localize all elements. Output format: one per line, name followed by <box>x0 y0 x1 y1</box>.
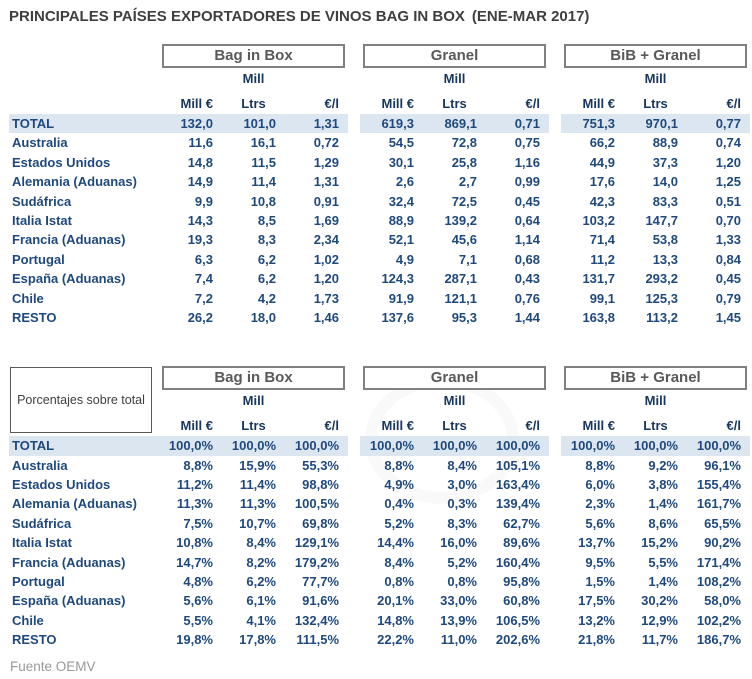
value-cell: 14,8 <box>187 154 213 170</box>
column-header: Ltrs <box>442 96 467 111</box>
value-cell: 6,1% <box>246 593 276 609</box>
column-header: Mill € <box>582 418 615 434</box>
row-label: Francia (Aduanas) <box>12 232 126 248</box>
value-cell: 30,1 <box>388 154 414 170</box>
value-cell: 32,4 <box>388 193 414 209</box>
value-cell: 95,3 <box>451 309 477 325</box>
value-cell: 13,7% <box>578 535 615 551</box>
value-cell: 11,2 <box>590 251 615 267</box>
value-cell: 1,33 <box>715 232 741 248</box>
value-cell: 60,8% <box>503 593 540 609</box>
value-cell: 13,9% <box>440 612 477 628</box>
value-cell: 89,6% <box>503 535 540 551</box>
row-label: Sudáfrica <box>12 515 72 531</box>
value-cell: 3,8% <box>648 477 678 493</box>
table-absolute-values <box>9 43 750 327</box>
column-header: €/l <box>726 418 741 434</box>
value-cell: 6,2 <box>257 251 276 267</box>
value-cell: 2,7 <box>458 174 477 190</box>
value-cell: 14,7% <box>176 554 213 570</box>
value-cell: 7,1 <box>458 251 477 267</box>
value-cell: 17,8% <box>239 632 276 648</box>
column-header: Mill € <box>381 418 414 434</box>
column-group-header: Granel <box>363 44 546 68</box>
row-label: Chile <box>12 290 44 306</box>
value-cell: 100,0% <box>561 436 624 455</box>
value-cell: 0,68 <box>514 251 540 267</box>
value-cell: 0,70 <box>715 212 741 228</box>
value-cell: 100,0% <box>360 436 423 455</box>
value-cell: 83,3 <box>652 193 678 209</box>
value-cell: 26,2 <box>187 309 213 325</box>
value-cell: 121,1 <box>444 290 477 306</box>
value-cell: 1,4% <box>648 496 678 512</box>
value-cell: 8,8% <box>585 457 615 473</box>
value-cell: 14,3 <box>187 212 213 228</box>
value-cell: 6,2 <box>257 271 276 287</box>
value-cell: 11,6 <box>188 135 213 151</box>
value-cell: 72,8 <box>451 135 477 151</box>
value-cell: 108,2% <box>696 574 741 590</box>
value-cell: 21,8% <box>578 632 615 648</box>
value-cell: 91,9 <box>388 290 414 306</box>
value-cell: 1,20 <box>715 154 741 170</box>
value-cell: 8,8% <box>384 457 414 473</box>
value-cell: 100,0% <box>624 436 687 455</box>
value-cell: 15,9% <box>239 457 276 473</box>
value-cell: 14,4% <box>377 535 414 551</box>
column-group-header: Bag in Box <box>162 44 345 68</box>
unit-label-mill: Mill <box>242 71 265 86</box>
value-cell: 7,5% <box>183 515 213 531</box>
column-header: €/l <box>324 418 339 434</box>
row-label: Alemania (Aduanas) <box>12 174 137 190</box>
unit-label-mill: Mill <box>443 71 466 86</box>
column-header: Ltrs <box>643 418 668 434</box>
value-cell: 0,91 <box>313 193 339 209</box>
value-cell: 19,8% <box>176 632 213 648</box>
value-cell: 139,2 <box>444 212 477 228</box>
table-corner-label: Porcentajes sobre total <box>10 367 152 433</box>
value-cell: 6,3 <box>194 251 213 267</box>
column-header: Ltrs <box>241 96 266 111</box>
value-cell: 37,3 <box>652 154 678 170</box>
value-cell: 131,7 <box>582 271 615 287</box>
value-cell: 0,99 <box>514 174 540 190</box>
unit-label-mill: Mill <box>644 71 667 86</box>
value-cell: 2,34 <box>313 232 339 248</box>
column-group-header: Granel <box>363 366 546 390</box>
value-cell: 1,16 <box>514 154 540 170</box>
value-cell: 69,8% <box>302 515 339 531</box>
value-cell: 88,9 <box>652 135 678 151</box>
value-cell: 10,7% <box>239 515 276 531</box>
value-cell: 13,3 <box>652 251 678 267</box>
value-cell: 0,8% <box>384 574 414 590</box>
row-label: TOTAL <box>9 436 159 455</box>
row-label: Chile <box>12 612 44 628</box>
value-cell: 0,77 <box>687 114 750 133</box>
value-cell: 1,14 <box>514 232 540 248</box>
value-cell: 22,2% <box>377 632 414 648</box>
value-cell: 1,25 <box>715 174 741 190</box>
value-cell: 53,8 <box>652 232 678 248</box>
row-label: RESTO <box>12 632 57 648</box>
value-cell: 7,4 <box>194 271 213 287</box>
value-cell: 71,4 <box>589 232 615 248</box>
row-label: RESTO <box>12 309 57 325</box>
value-cell: 10,8% <box>176 535 213 551</box>
value-cell: 124,3 <box>381 271 414 287</box>
value-cell: 72,5 <box>451 193 477 209</box>
value-cell: 11,3% <box>239 496 276 512</box>
column-header: Ltrs <box>643 96 668 111</box>
value-cell: 5,2% <box>384 515 414 531</box>
value-cell: 25,8 <box>451 154 477 170</box>
column-header: €/l <box>726 96 741 111</box>
row-label: Francia (Aduanas) <box>12 554 126 570</box>
value-cell: 137,6 <box>381 309 414 325</box>
column-header: €/l <box>525 96 540 111</box>
value-cell: 751,3 <box>561 114 624 133</box>
value-cell: 16,0% <box>440 535 477 551</box>
value-cell: 30,2% <box>641 593 678 609</box>
row-label: España (Aduanas) <box>12 271 126 287</box>
value-cell: 14,0 <box>652 174 678 190</box>
value-cell: 186,7% <box>696 632 741 648</box>
value-cell: 45,6 <box>451 232 477 248</box>
column-header: Mill € <box>582 96 615 111</box>
value-cell: 155,4% <box>696 477 741 493</box>
value-cell: 179,2% <box>294 554 339 570</box>
value-cell: 33,0% <box>440 593 477 609</box>
column-header: Mill € <box>180 418 213 434</box>
value-cell: 869,1 <box>423 114 486 133</box>
value-cell: 99,1 <box>589 290 615 306</box>
value-cell: 17,6 <box>589 174 615 190</box>
value-cell: 0,43 <box>514 271 540 287</box>
row-label: Italia Istat <box>12 535 72 551</box>
value-cell: 4,9% <box>384 477 414 493</box>
unit-label-mill: Mill <box>242 393 265 409</box>
row-label: Sudáfrica <box>12 193 72 209</box>
value-cell: 88,9 <box>388 212 414 228</box>
value-cell: 95,8% <box>503 574 540 590</box>
value-cell: 111,5% <box>296 632 339 648</box>
value-cell: 0,45 <box>514 193 540 209</box>
source-note: Fuente OEMV <box>10 658 96 674</box>
value-cell: 11,0% <box>440 632 477 648</box>
value-cell: 8,3 <box>257 232 276 248</box>
value-cell: 1,20 <box>313 271 339 287</box>
row-label: TOTAL <box>9 114 159 133</box>
value-cell: 10,8 <box>250 193 276 209</box>
value-cell: 98,8% <box>302 477 339 493</box>
value-cell: 11,4 <box>251 174 276 190</box>
value-cell: 91,6% <box>302 593 339 609</box>
value-cell: 18,0 <box>250 309 276 325</box>
value-cell: 1,46 <box>313 309 339 325</box>
value-cell: 103,2 <box>582 212 615 228</box>
value-cell: 8,4% <box>384 554 414 570</box>
value-cell: 125,3 <box>645 290 678 306</box>
value-cell: 5,2% <box>447 554 477 570</box>
value-cell: 11,2% <box>176 477 213 493</box>
value-cell: 101,0 <box>222 114 285 133</box>
value-cell: 5,6% <box>585 515 615 531</box>
value-cell: 0,64 <box>514 212 540 228</box>
value-cell: 4,1% <box>246 612 276 628</box>
value-cell: 11,5 <box>251 154 276 170</box>
table-percentages <box>9 365 750 649</box>
value-cell: 9,2% <box>648 457 678 473</box>
value-cell: 102,2% <box>696 612 741 628</box>
column-header: €/l <box>324 96 339 111</box>
value-cell: 113,2 <box>646 309 678 325</box>
value-cell: 2,3% <box>585 496 615 512</box>
value-cell: 132,0 <box>159 114 222 133</box>
value-cell: 163,8 <box>582 309 615 325</box>
value-cell: 9,9 <box>194 193 213 209</box>
value-cell: 55,3% <box>302 457 339 473</box>
value-cell: 8,4% <box>246 535 276 551</box>
value-cell: 100,5% <box>294 496 339 512</box>
value-cell: 160,4% <box>495 554 540 570</box>
value-cell: 16,1 <box>250 135 276 151</box>
title-period: (ENE-MAR 2017) <box>471 8 590 25</box>
value-cell: 1,44 <box>514 309 540 325</box>
column-header: Ltrs <box>241 418 266 434</box>
value-cell: 1,29 <box>313 154 339 170</box>
value-cell: 2,6 <box>395 174 414 190</box>
value-cell: 20,1% <box>377 593 414 609</box>
value-cell: 100,0% <box>285 436 348 455</box>
value-cell: 96,1% <box>704 457 741 473</box>
value-cell: 161,7% <box>696 496 741 512</box>
value-cell: 0,72 <box>313 135 339 151</box>
value-cell: 0,4% <box>384 496 414 512</box>
value-cell: 147,7 <box>645 212 678 228</box>
value-cell: 0,71 <box>486 114 549 133</box>
value-cell: 14,9 <box>187 174 213 190</box>
value-cell: 58,0% <box>704 593 741 609</box>
value-cell: 293,2 <box>645 271 678 287</box>
value-cell: 8,6% <box>648 515 678 531</box>
value-cell: 6,0% <box>585 477 615 493</box>
value-cell: 5,5% <box>183 612 213 628</box>
value-cell: 65,5% <box>704 515 741 531</box>
value-cell: 202,6% <box>495 632 540 648</box>
value-cell: 1,69 <box>313 212 339 228</box>
column-header: Mill € <box>180 96 213 111</box>
value-cell: 100,0% <box>423 436 486 455</box>
value-cell: 0,3% <box>447 496 477 512</box>
row-label: Australia <box>12 457 68 473</box>
row-label: Estados Unidos <box>12 154 111 170</box>
value-cell: 66,2 <box>589 135 615 151</box>
column-group-header: BiB + Granel <box>564 44 747 68</box>
row-label: Australia <box>12 135 68 151</box>
row-label: España (Aduanas) <box>12 593 126 609</box>
column-header: €/l <box>525 418 540 434</box>
value-cell: 62,7% <box>503 515 540 531</box>
value-cell: 163,4% <box>495 477 540 493</box>
title-text: PRINCIPALES PAÍSES EXPORTADORES DE VINOS BAG IN BOX <box>9 8 465 25</box>
value-cell: 129,1% <box>294 535 339 551</box>
value-cell: 1,45 <box>715 309 741 325</box>
value-cell: 44,9 <box>589 154 615 170</box>
value-cell: 8,8% <box>183 457 213 473</box>
column-group-header: BiB + Granel <box>564 366 747 390</box>
value-cell: 139,4% <box>495 496 540 512</box>
row-label: Alemania (Aduanas) <box>12 496 137 512</box>
value-cell: 619,3 <box>360 114 423 133</box>
value-cell: 4,8% <box>183 574 213 590</box>
value-cell: 5,5% <box>648 554 678 570</box>
value-cell: 1,02 <box>313 251 339 267</box>
value-cell: 8,4% <box>447 457 477 473</box>
value-cell: 19,3 <box>187 232 213 248</box>
value-cell: 100,0% <box>222 436 285 455</box>
value-cell: 11,7% <box>641 632 678 648</box>
value-cell: 1,31 <box>285 114 348 133</box>
unit-label-mill: Mill <box>443 393 466 409</box>
value-cell: 0,79 <box>715 290 741 306</box>
value-cell: 3,0% <box>447 477 477 493</box>
value-cell: 1,5% <box>585 574 615 590</box>
value-cell: 6,2% <box>246 574 276 590</box>
value-cell: 1,73 <box>313 290 339 306</box>
page-title <box>0 0 752 25</box>
value-cell: 9,5% <box>585 554 615 570</box>
value-cell: 100,0% <box>159 436 222 455</box>
value-cell: 0,45 <box>715 271 741 287</box>
value-cell: 100,0% <box>486 436 549 455</box>
column-header: Mill € <box>381 96 414 111</box>
column-header: Ltrs <box>442 418 467 434</box>
row-label: Portugal <box>12 574 65 590</box>
value-cell: 77,7% <box>302 574 339 590</box>
value-cell: 8,3% <box>447 515 477 531</box>
value-cell: 1,31 <box>313 174 339 190</box>
row-label: Estados Unidos <box>12 477 111 493</box>
value-cell: 54,5 <box>388 135 414 151</box>
value-cell: 970,1 <box>624 114 687 133</box>
value-cell: 0,84 <box>715 251 741 267</box>
value-cell: 11,3% <box>176 496 213 512</box>
value-cell: 0,74 <box>715 135 741 151</box>
row-label: Portugal <box>12 251 65 267</box>
value-cell: 106,5% <box>495 612 540 628</box>
value-cell: 0,75 <box>514 135 540 151</box>
value-cell: 42,3 <box>589 193 615 209</box>
value-cell: 14,8% <box>377 612 414 628</box>
value-cell: 4,9 <box>395 251 414 267</box>
value-cell: 100,0% <box>687 436 750 455</box>
column-group-header: Bag in Box <box>162 366 345 390</box>
value-cell: 7,2 <box>194 290 213 306</box>
value-cell: 17,5% <box>578 593 615 609</box>
value-cell: 132,4% <box>294 612 339 628</box>
value-cell: 4,2 <box>257 290 276 306</box>
value-cell: 13,2% <box>578 612 615 628</box>
value-cell: 8,2% <box>246 554 276 570</box>
value-cell: 8,5 <box>257 212 276 228</box>
value-cell: 90,2% <box>704 535 741 551</box>
value-cell: 1,4% <box>648 574 678 590</box>
value-cell: 105,1% <box>495 457 540 473</box>
row-label: Italia Istat <box>12 212 72 228</box>
value-cell: 0,8% <box>447 574 477 590</box>
value-cell: 15,2% <box>641 535 678 551</box>
value-cell: 0,76 <box>514 290 540 306</box>
value-cell: 12,9% <box>641 612 678 628</box>
value-cell: 11,4% <box>239 477 276 493</box>
value-cell: 52,1 <box>388 232 414 248</box>
value-cell: 0,51 <box>715 193 741 209</box>
value-cell: 171,4% <box>696 554 741 570</box>
value-cell: 287,1 <box>444 271 477 287</box>
unit-label-mill: Mill <box>644 393 667 409</box>
value-cell: 5,6% <box>183 593 213 609</box>
